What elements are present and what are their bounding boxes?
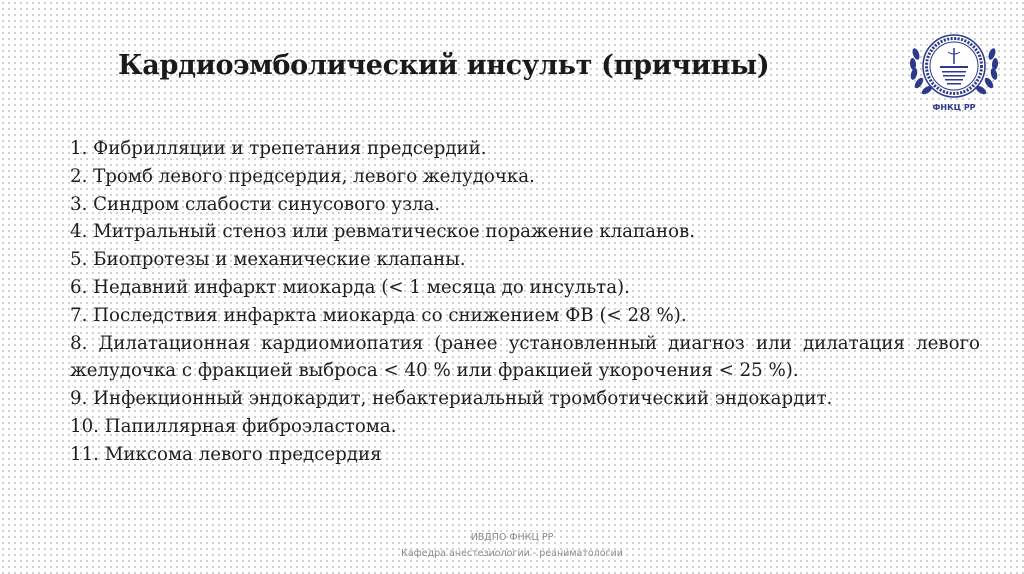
causes-list xyxy=(70,135,980,469)
list-item: 8. Дилатационная кардиомиопатия (ранее установленный диагноз или дилатация левого желудочка с фракцией выброса < 40 % или фракцией укорочения < 25 %). xyxy=(70,332,980,382)
list-item: 11. Миксома левого предсердия xyxy=(70,443,382,465)
list-item: 4. Митральный стеноз или ревматическое поражение клапанов. xyxy=(70,221,696,243)
list-item: 1. Фибрилляции и трепетания предсердий. xyxy=(70,138,487,159)
footer-department: Кафедра анестезиологии - реаниматологии xyxy=(401,548,623,559)
list-item: 2. Тромб левого предсердия, левого желудочка. xyxy=(70,165,535,187)
list-item: 3. Синдром слабости синусового узла. xyxy=(70,193,441,215)
list-item: 6. Недавний инфаркт миокарда (< 1 месяца до инсульта). xyxy=(70,276,630,298)
footer-institute: ИВДПО ФНКЦ РР xyxy=(470,532,554,543)
list-item: 9. Инфекционный эндокардит, небактериальный тромботический эндокардит. xyxy=(70,388,833,410)
logo-caption: ФНКЦ РР xyxy=(932,103,976,112)
slide-title: Кардиоэмболический инсульт (причины) xyxy=(118,50,770,81)
list-item: 5. Биопротезы и механические клапаны. xyxy=(70,249,466,271)
institution-seal-logo xyxy=(902,24,1006,114)
list-item: 10. Папиллярная фиброэластома. xyxy=(70,415,397,437)
list-item: 7. Последствия инфаркта миокарда со снижением ФВ (< 28 %). xyxy=(70,304,687,326)
